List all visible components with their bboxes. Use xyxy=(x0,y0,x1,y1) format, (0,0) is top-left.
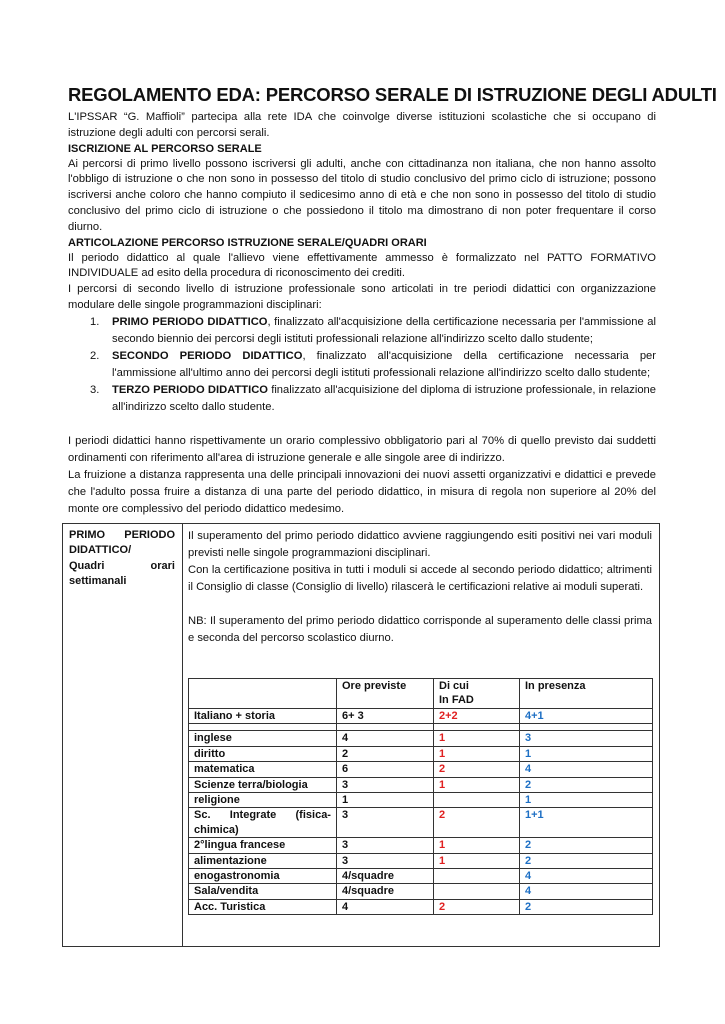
box-paragraph-1: Il superamento del primo periodo didattico avviene raggiungendo esiti positivi nei vari moduli previsti nelle singole programmazioni disciplinari. xyxy=(188,530,652,559)
header-ore-previste: Ore previste xyxy=(337,679,434,709)
header-di-cui-fad: Di cui In FAD xyxy=(434,679,520,709)
iscrizione-paragraph: Ai percorsi di primo livello possono iscriversi gli adulti, anche con cittadinanza non italiana, che non hanno assolto l'obbligo di istruzione o che non sono in possesso del titolo di studio conclusivo del primo ciclo di istruzione; possono iscriversi anche coloro che hanno compiuto il sedicesimo anno di età e che non sono in possesso del titolo di studio conclusivo del primo ciclo di istruzione o che possiedono il titolo ma dimostrano di non poter frequentare il corso diurno. xyxy=(68,157,656,233)
section-heading-iscrizione: ISCRIZIONE AL PERCORSO SERALE xyxy=(68,142,262,155)
table-row: 2°lingua francese 3 1 2 xyxy=(189,838,653,853)
table-row: Sala/vendita 4/squadre 4 xyxy=(189,884,653,899)
fad-paragraph: La fruizione a distanza rappresenta una delle principali innovazioni dei nuovi assetti organizzativi e didattici e prevede che l'adulto possa fruire a distanza di una parte del periodo didattico, in misura di regola non superiore al 20% del monte ore complessivo del periodo didattico medesimo. xyxy=(68,468,656,515)
table-row: diritto 2 1 1 xyxy=(189,746,653,761)
hours-table xyxy=(188,678,653,915)
box-paragraph-nb: NB: Il superamento del primo periodo didattico corrisponde al superamento delle classi prima e seconda del percorso scolastico diurno. xyxy=(188,615,652,644)
hours-paragraph: I periodi didattici hanno rispettivamente un orario complessivo obbligatorio pari al 70% di quello previsto dai suddetti ordinamenti con riferimento all'area di istruzione generale e alle singole aree di indirizzo. xyxy=(68,434,656,464)
table-row: alimentazione 3 1 2 xyxy=(189,853,653,868)
period-box-content xyxy=(188,528,652,647)
table-row: enogastronomia 4/squadre 4 xyxy=(189,869,653,884)
articolazione-paragraph-2: I percorsi di secondo livello di istruzione professionale sono articolati in tre periodi didattici con organizzazione modulare delle singole programmazioni disciplinari: xyxy=(68,283,656,311)
articolazione-paragraph-1: Il periodo didattico al quale l'allievo viene effettivamente ammesso è formalizzato nel PATTO FORMATIVO INDIVIDUALE ad esito della procedura di riconoscimento dei crediti. xyxy=(68,251,656,280)
document-title: REGOLAMENTO EDA: PERCORSO SERALE DI ISTRUZIONE DEGLI ADULTI xyxy=(68,84,717,105)
period-box xyxy=(62,523,660,947)
list-item: 3. TERZO PERIODO DIDATTICO finalizzato all'acquisizione del diploma di istruzione professionale, in relazione all'indirizzo scelto dallo studente. xyxy=(90,383,656,413)
table-row: Acc. Turistica 4 2 2 xyxy=(189,899,653,914)
box-paragraph-2: Con la certificazione positiva in tutti i moduli si accede al secondo periodo didattico; altrimenti il Consiglio di classe (Consiglio di livello) rilascerà le certificazioni relative ai moduli superati. xyxy=(188,564,652,593)
header-in-presenza: In presenza xyxy=(520,679,653,709)
periods-list xyxy=(68,314,656,416)
list-item: 1. PRIMO PERIODO DIDATTICO, finalizzato all'acquisizione della certificazione necessaria per l'ammissione al secondo biennio dei percorsi degli istituti professionali relazione all'indirizzo scelto dallo studente; xyxy=(90,315,656,345)
intro-paragraph: L'IPSSAR “G. Maffioli” partecipa alla rete IDA che coinvolge diverse istituzioni scolastiche che si occupano di istruzione degli adulti con percorsi serali. xyxy=(68,111,656,139)
table-row: matematica 6 2 4 xyxy=(189,762,653,777)
table-row: Sc. Integrate (fisica- chimica) 3 2 1+1 xyxy=(189,808,653,838)
table-row: Scienze terra/biologia 3 1 2 xyxy=(189,777,653,792)
table-row: Italiano + storia 6+ 3 2+2 4+1 xyxy=(189,709,653,724)
period-box-label: PRIMO PERIODO DIDATTICO/ Quadri orari settimanali xyxy=(69,529,175,588)
table-row: religione 1 1 xyxy=(189,793,653,808)
section-heading-articolazione: ARTICOLAZIONE PERCORSO ISTRUZIONE SERALE/QUADRI ORARI xyxy=(68,236,427,249)
table-row: inglese 4 1 3 xyxy=(189,731,653,746)
document-body xyxy=(68,84,717,518)
table-header-row xyxy=(189,679,653,709)
list-item: 2. SECONDO PERIODO DIDATTICO, finalizzato all'acquisizione della certificazione necessaria per l'ammissione all'ultimo anno dei percorsi degli istituti professionali relazione all'indirizzo scelto dallo studente; xyxy=(90,349,656,379)
